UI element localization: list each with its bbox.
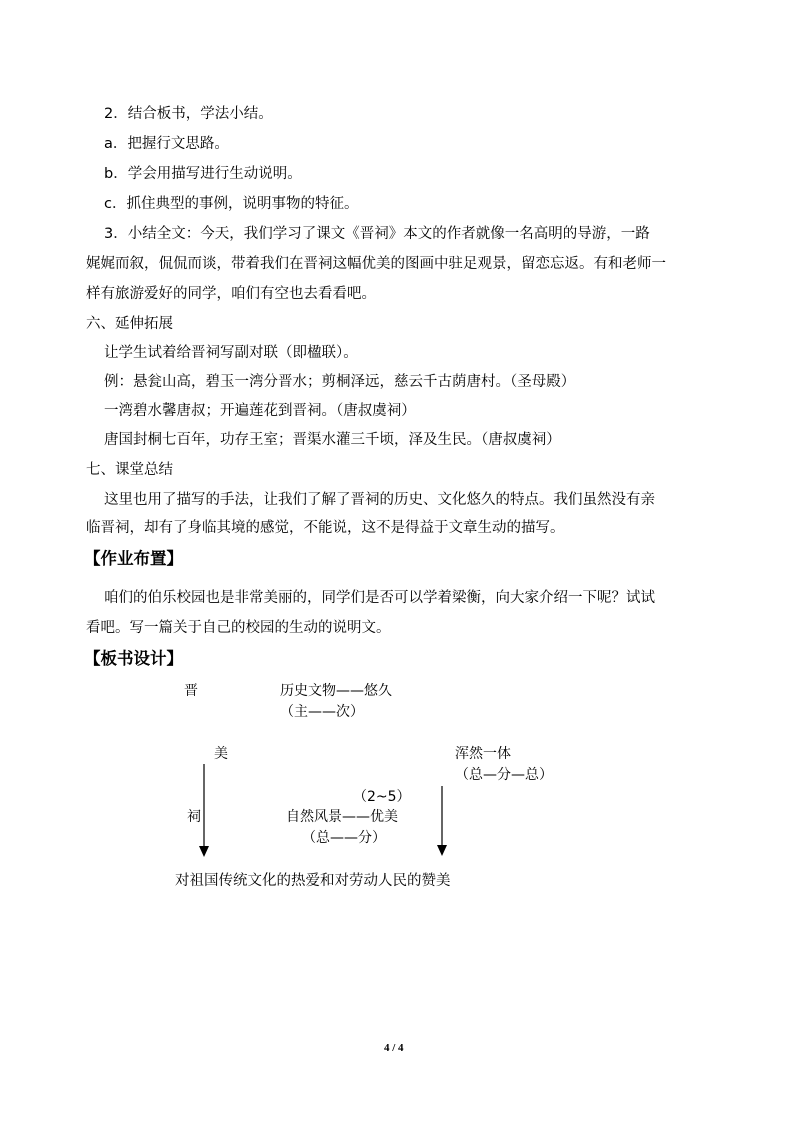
summary-item-3-line-2: 娓娓而叙，侃侃而谈，带着我们在晋祠这幅优美的图画中驻足观景，留恋忘返。有和老师一 — [86, 256, 666, 272]
summary-point-c: c．抓住典型的事例，说明事物的特征。 — [104, 196, 359, 212]
conclusion-line-1: 这里也用了描写的手法，让我们了解了晋祠的历史、文化悠久的特点。我们虽然没有亲 — [104, 492, 655, 508]
conclusion-heading: 七、课堂总结 — [86, 462, 173, 478]
summary-item-3-line-3: 样有旅游爱好的同学，咱们有空也去看看吧。 — [86, 286, 376, 302]
summary-item-2: 2．结合板书，学法小结。 — [104, 106, 273, 122]
conclusion-line-2: 临晋祠，却有了身临其境的感觉，不能说，这不是得益于文章生动的描写。 — [86, 520, 565, 536]
board-nature: 自然风景——优美 — [286, 809, 398, 825]
extend-heading: 六、延伸拓展 — [86, 316, 173, 332]
board-range: （2~5） — [353, 789, 411, 805]
board-nature-sub: （总——分） — [302, 830, 386, 846]
couplet-example-3: 唐国封桐七百年，功存王室；晋渠水灌三千顷，泽及生民。（唐叔虞祠） — [104, 432, 561, 448]
homework-heading: 【作业布置】 — [84, 549, 183, 568]
board-heading: 【板书设计】 — [84, 649, 183, 668]
board-left-arrow — [196, 760, 212, 860]
page-number: 4 / 4 — [384, 1042, 404, 1054]
couplet-example-2: 一湾碧水馨唐叔；开遍莲花到晋祠。（唐叔虞祠） — [104, 403, 416, 419]
homework-line-2: 看吧。写一篇关于自己的校园的生动的说明文。 — [86, 620, 391, 636]
board-ci: 祠 — [187, 809, 201, 825]
extend-intro: 让学生试着给晋祠写副对联（即楹联）。 — [104, 345, 358, 361]
homework-line-1: 咱们的伯乐校园也是非常美丽的，同学们是否可以学着梁衡，向大家介绍一下呢？试试 — [104, 590, 655, 606]
board-main-sub: （主——次） — [280, 704, 364, 720]
summary-point-b: b．学会用描写进行生动说明。 — [104, 166, 302, 182]
board-history: 历史文物——悠久 — [280, 683, 392, 699]
board-mei: 美 — [214, 746, 228, 762]
summary-item-3-line-1: 3．小结全文：今天，我们学习了课文《晋祠》本文的作者就像一名高明的导游，一路 — [104, 226, 650, 242]
board-whole: 浑然一体 — [455, 746, 511, 762]
board-conclusion: 对祖国传统文化的热爱和对劳动人民的赞美 — [175, 873, 451, 889]
board-whole-sub: （总—分—总） — [455, 767, 553, 783]
board-jin: 晋 — [184, 683, 198, 699]
board-right-arrow — [434, 783, 450, 859]
couplet-example-1: 例：悬瓮山高，碧玉一湾分晋水；剪桐泽远，慈云千古荫唐村。（圣母殿） — [104, 374, 576, 390]
summary-point-a: a．把握行文思路。 — [104, 136, 229, 152]
